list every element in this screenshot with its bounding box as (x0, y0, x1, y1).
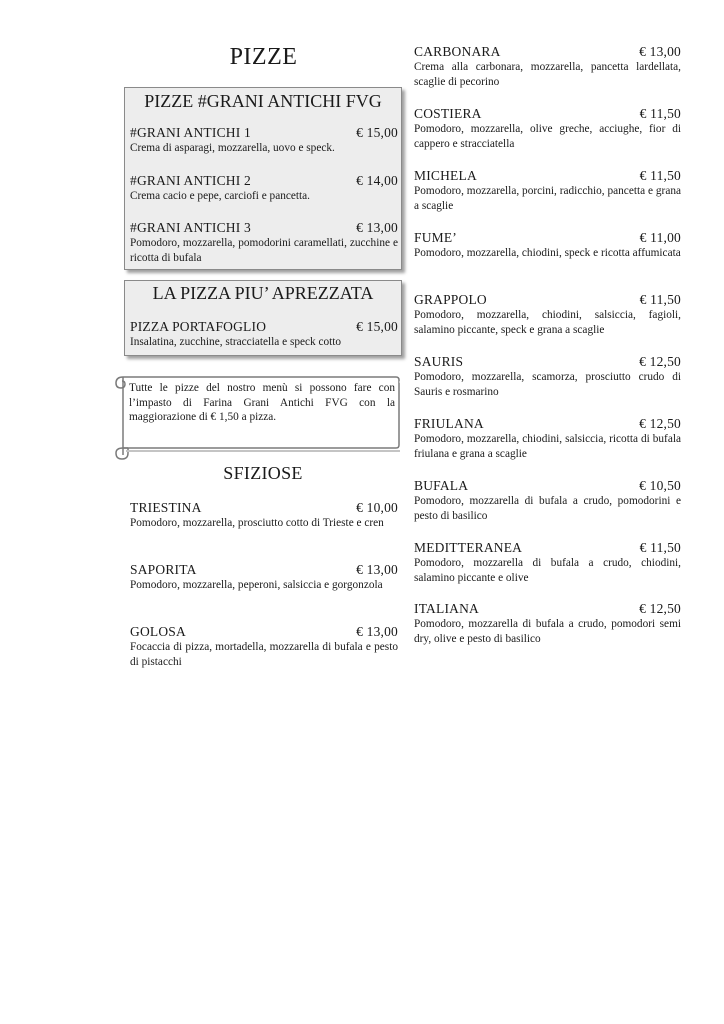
item-name: FUME’ (414, 230, 458, 245)
item-name: PIZZA PORTAFOGLIO (130, 319, 267, 334)
menu-item (130, 220, 398, 266)
item-description: Pomodoro, mozzarella, olive greche, acciughe, fior di cappero e stracciatella (414, 123, 681, 150)
item-name: SAURIS (414, 354, 464, 369)
item-name: ITALIANA (414, 601, 479, 616)
item-price: € 11,00 (639, 230, 681, 245)
impasto-note-text: Tutte le pizze del nostro menù si possono fare con l’impasto di Farina Grani Antichi FVG con la maggiorazione di € 1,50 a pizza. (129, 382, 395, 423)
menu-item (414, 44, 681, 90)
item-price: € 13,00 (356, 624, 398, 639)
menu-item (414, 354, 681, 400)
menu-item (414, 292, 681, 338)
item-price: € 11,50 (639, 292, 681, 307)
menu-item (414, 168, 681, 214)
item-price: € 11,50 (639, 168, 681, 183)
item-name: GRAPPOLO (414, 292, 487, 307)
item-price: € 13,00 (639, 44, 681, 59)
menu-item (414, 540, 681, 586)
item-description: Crema alla carbonara, mozzarella, pancetta lardellata, scaglie di pecorino (414, 61, 681, 88)
item-name: BUFALA (414, 478, 469, 493)
item-price: € 15,00 (356, 319, 398, 334)
sfiziose-title: SFIZIOSE (223, 463, 303, 483)
menu-item (414, 416, 681, 462)
item-price: € 12,50 (639, 601, 681, 616)
item-name: MEDITTERANEA (414, 540, 523, 555)
item-description: Pomodoro, mozzarella, porcini, radicchio, pancetta e grana a scaglie (414, 185, 681, 212)
item-description: Pomodoro, mozzarella, chiodini, speck e ricotta affumicata (414, 247, 681, 259)
item-price: € 12,50 (639, 416, 681, 431)
menu-item (130, 624, 398, 670)
item-price: € 13,00 (356, 220, 398, 235)
menu-item (414, 478, 681, 524)
menu-item (414, 601, 681, 647)
item-description: Focaccia di pizza, mortadella, mozzarella di bufala e pesto di pistacchi (130, 641, 398, 668)
item-description: Insalatina, zucchine, stracciatella e speck cotto (130, 336, 342, 348)
item-price: € 14,00 (356, 173, 398, 188)
impasto-note-scroll (112, 373, 400, 461)
grani-antichi-title: PIZZE #GRANI ANTICHI FVG (144, 91, 382, 111)
item-name: TRIESTINA (130, 500, 202, 515)
item-description: Pomodoro, mozzarella, prosciutto cotto di Trieste e cren (130, 517, 384, 529)
item-description: Crema cacio e pepe, carciofi e pancetta. (130, 190, 311, 202)
menu-item (130, 125, 398, 156)
item-name: MICHELA (414, 168, 477, 183)
item-name: FRIULANA (414, 416, 484, 431)
item-description: Pomodoro, mozzarella di bufala a crudo, pomodori semi dry, olive e pesto di basilico (414, 618, 681, 645)
item-price: € 11,50 (639, 106, 681, 121)
item-name: #GRANI ANTICHI 2 (130, 173, 251, 188)
item-price: € 10,00 (356, 500, 398, 515)
item-description: Crema di asparagi, mozzarella, uovo e speck. (130, 142, 335, 154)
item-price: € 13,00 (356, 562, 398, 577)
item-price: € 11,50 (639, 540, 681, 555)
item-name: CARBONARA (414, 44, 501, 59)
item-description: Pomodoro, mozzarella di bufala a crudo, pomodorini e pesto di basilico (414, 495, 681, 522)
item-name: SAPORITA (130, 562, 197, 577)
menu-item (130, 319, 398, 350)
item-name: #GRANI ANTICHI 1 (130, 125, 251, 140)
item-description: Pomodoro, mozzarella di bufala a crudo, chiodini, salamino piccante e olive (414, 557, 681, 584)
item-price: € 15,00 (356, 125, 398, 140)
menu-item (414, 106, 681, 152)
menu-item (130, 173, 398, 204)
item-description: Pomodoro, mozzarella, chiodini, salsiccia, fagioli, salamino piccante, speck e grana a scaglie (414, 309, 681, 336)
item-name: GOLOSA (130, 624, 186, 639)
item-description: Pomodoro, mozzarella, chiodini, salsiccia, ricotta di bufala friulana e grana a scaglie (414, 433, 681, 460)
menu-item (130, 500, 398, 531)
apprezzata-title: LA PIZZA PIU’ APREZZATA (152, 283, 374, 303)
item-price: € 12,50 (639, 354, 681, 369)
item-description: Pomodoro, mozzarella, peperoni, salsiccia e gorgonzola (130, 579, 383, 591)
item-description: Pomodoro, mozzarella, pomodorini caramellati, zucchine e ricotta di bufala (130, 237, 398, 264)
item-price: € 10,50 (639, 478, 681, 493)
menu-item (130, 562, 398, 593)
item-name: COSTIERA (414, 106, 482, 121)
item-name: #GRANI ANTICHI 3 (130, 220, 251, 235)
item-description: Pomodoro, mozzarella, scamorza, prosciutto crudo di Sauris e rosmarino (414, 371, 681, 398)
page-title: PIZZE (229, 44, 298, 70)
menu-item (414, 230, 681, 261)
